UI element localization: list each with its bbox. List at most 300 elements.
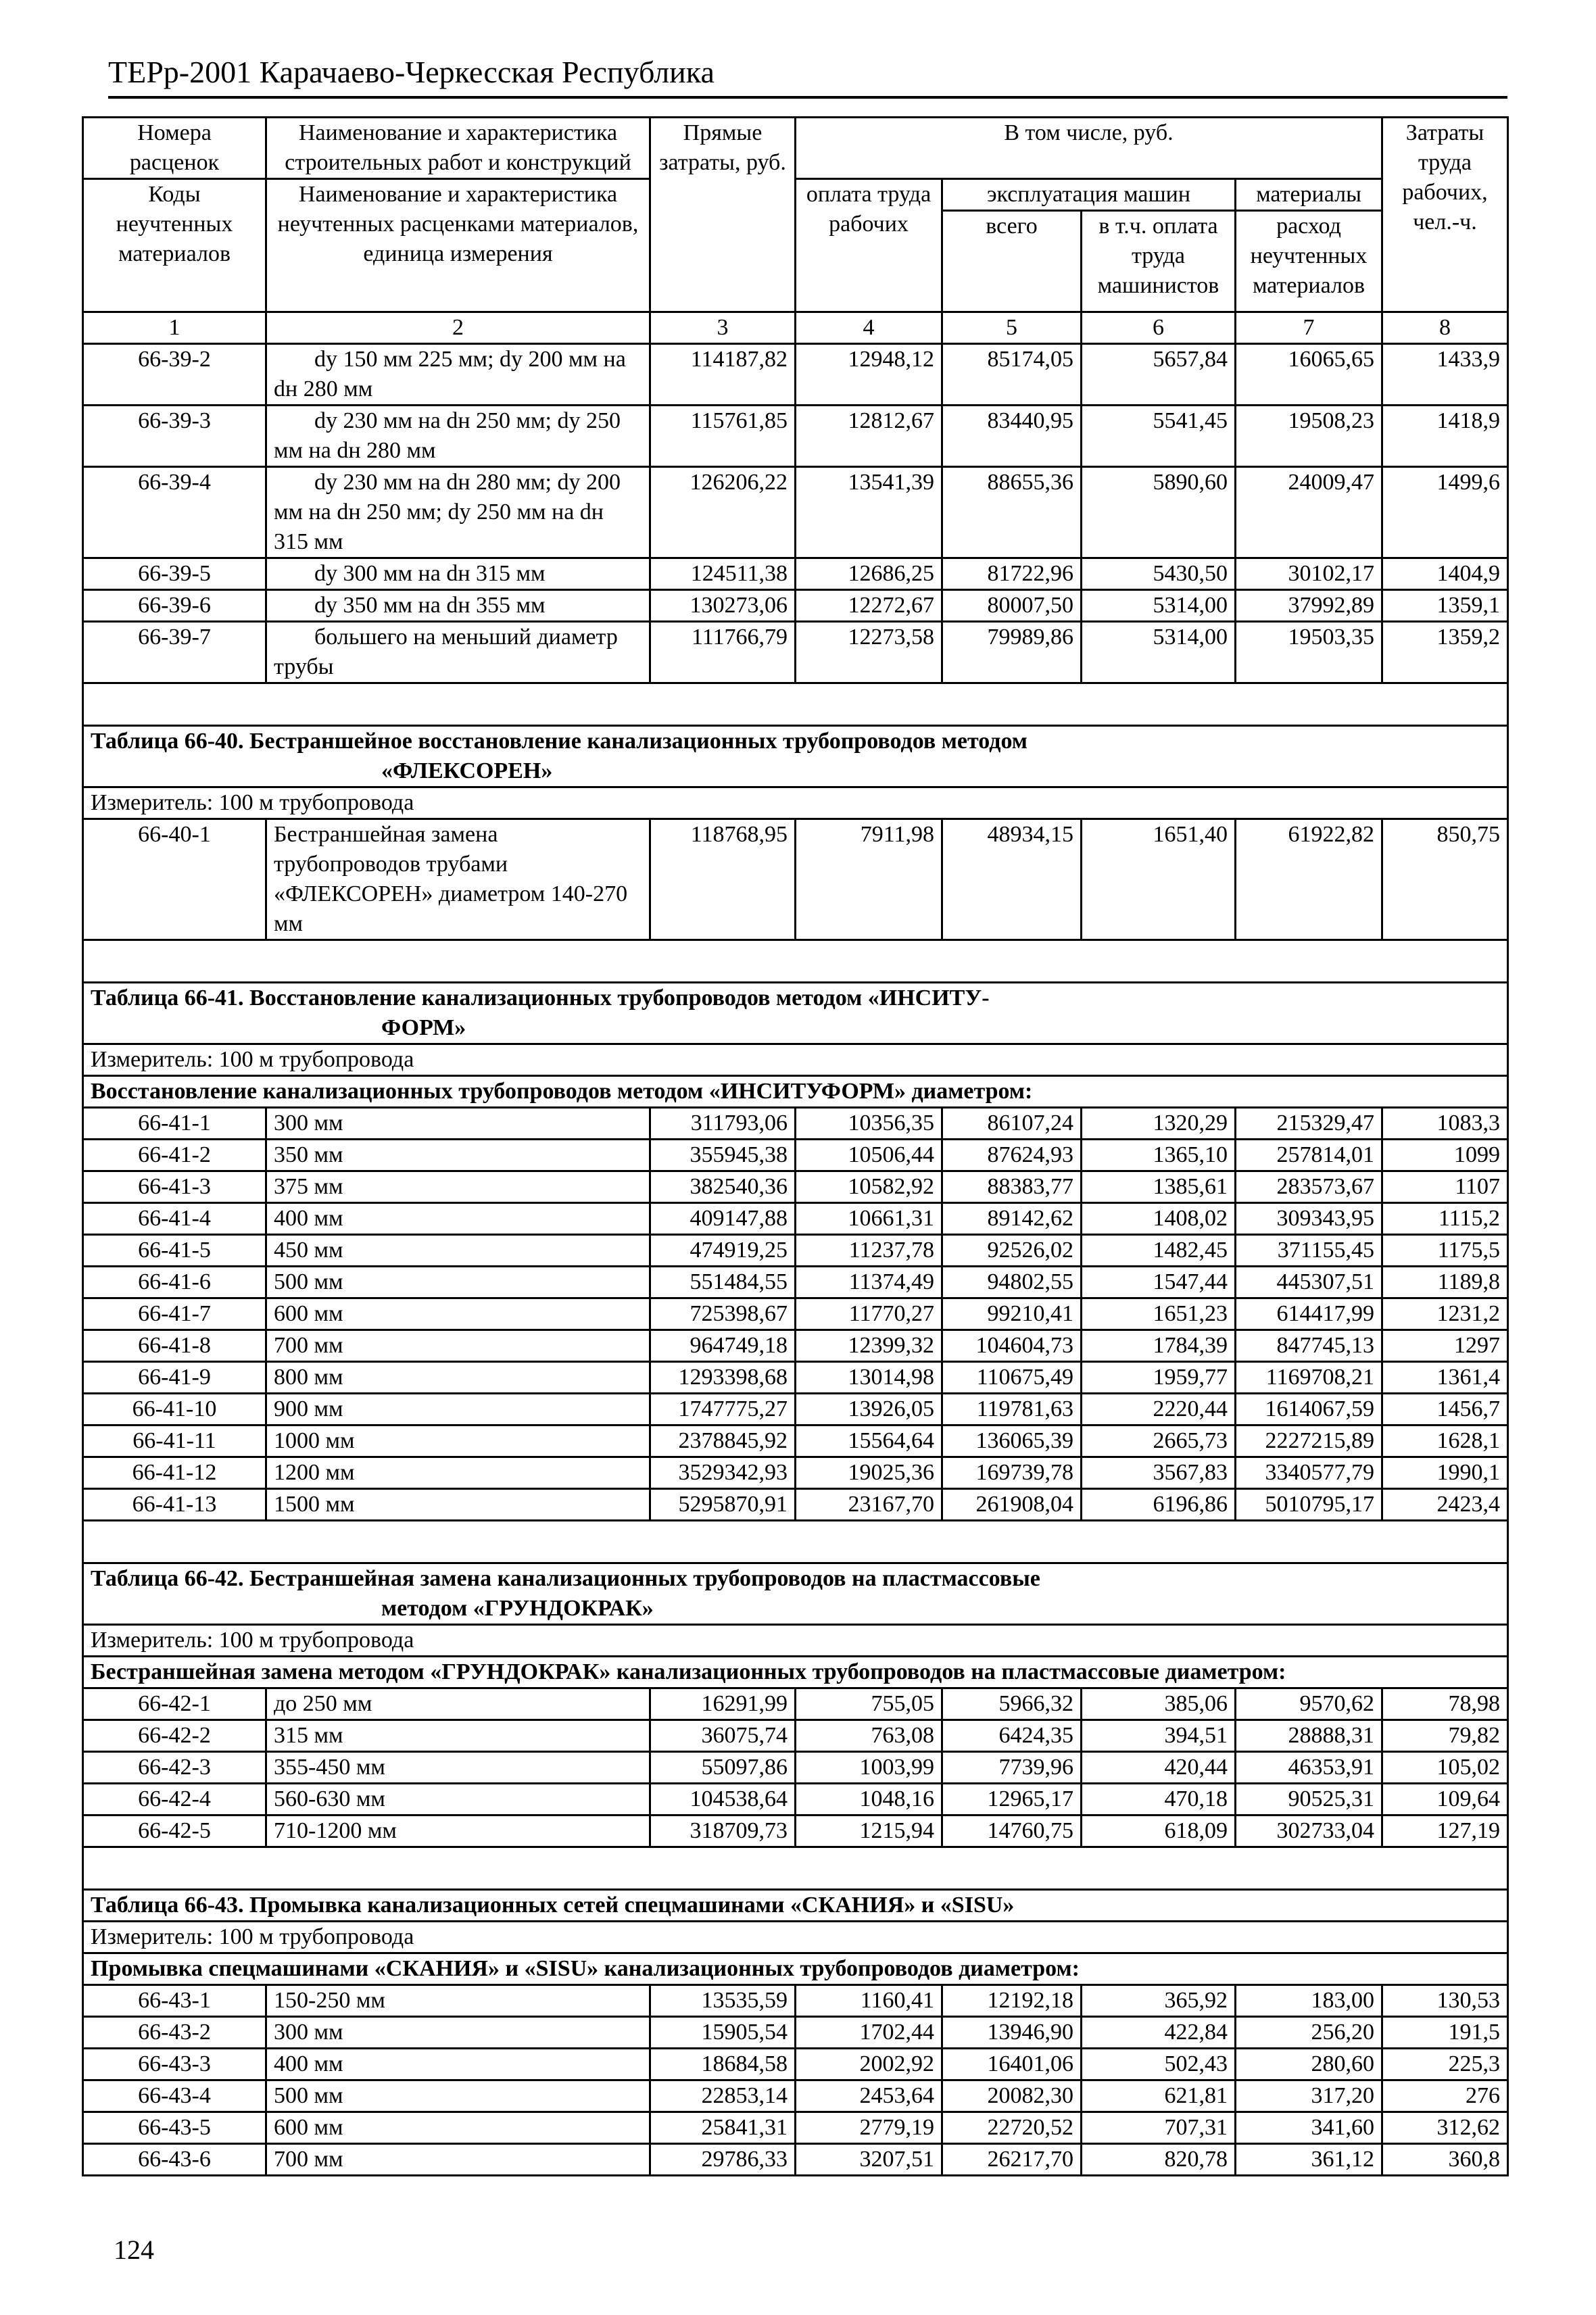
materials-cost: 257814,01 <box>1236 1140 1382 1171</box>
labor-hours: 2423,4 <box>1382 1489 1508 1521</box>
direct-costs: 118768,95 <box>650 819 796 940</box>
machines-total: 22720,52 <box>942 2112 1082 2144</box>
header-work-name: Наименование и характеристика строительных работ и конструкций <box>266 118 650 179</box>
direct-costs: 2378845,92 <box>650 1425 796 1457</box>
labor-hours: 1361,4 <box>1382 1362 1508 1394</box>
table-row <box>83 344 1508 406</box>
header-row-1 <box>83 118 1508 179</box>
machinist-pay: 6196,86 <box>1082 1489 1236 1521</box>
title-line-2: методом «ГРУНДОКРАК» <box>381 1596 654 1621</box>
table-row <box>83 1425 1508 1457</box>
table-66-43-subheading: Промывка спецмашинами «СКАНИЯ» и «SISU» канализационных трубопроводов диаметром: <box>83 1953 1508 1985</box>
section-spacer <box>83 940 1508 983</box>
table-row <box>83 1784 1508 1816</box>
rate-code: 66-41-9 <box>83 1362 266 1394</box>
labor-hours: 360,8 <box>1382 2144 1508 2176</box>
work-description: 700 мм <box>266 1330 650 1362</box>
labor-hours: 1107 <box>1382 1171 1508 1203</box>
machinist-pay: 502,43 <box>1082 2049 1236 2080</box>
labor-hours: 1628,1 <box>1382 1425 1508 1457</box>
rate-code: 66-39-2 <box>83 344 266 406</box>
header-material-name: Наименование и характеристика неучтенных расценками материалов, единица измерения <box>266 179 650 312</box>
worker-pay: 11237,78 <box>796 1235 942 1267</box>
machines-total: 85174,05 <box>942 344 1082 406</box>
machines-total: 87624,93 <box>942 1140 1082 1171</box>
work-description: 450 мм <box>266 1235 650 1267</box>
direct-costs: 551484,55 <box>650 1267 796 1298</box>
header-including: В том числе, руб. <box>796 118 1382 179</box>
machines-total: 92526,02 <box>942 1235 1082 1267</box>
page-number: 124 <box>114 2235 154 2265</box>
work-description: dy 230 мм на dн 280 мм; dy 200 мм на dн 250 мм; dy 250 мм на dн 315 мм <box>266 467 650 558</box>
worker-pay: 11374,49 <box>796 1267 942 1298</box>
direct-costs: 382540,36 <box>650 1171 796 1203</box>
machines-total: 169739,78 <box>942 1457 1082 1489</box>
work-description: 300 мм <box>266 1108 650 1140</box>
header-materials: материалы <box>1236 179 1382 211</box>
rate-code: 66-41-1 <box>83 1108 266 1140</box>
table-66-41-section <box>83 940 1508 1108</box>
direct-costs: 1747775,27 <box>650 1394 796 1425</box>
machinist-pay: 5890,60 <box>1082 467 1236 558</box>
materials-cost: 361,12 <box>1236 2144 1382 2176</box>
materials-cost: 341,60 <box>1236 2112 1382 2144</box>
materials-cost: 19508,23 <box>1236 406 1382 467</box>
table-66-43-meter: Измеритель: 100 м трубопровода <box>83 1922 1508 1953</box>
header-machines-total: всего <box>942 211 1082 312</box>
direct-costs: 104538,64 <box>650 1784 796 1816</box>
table-row <box>83 622 1508 683</box>
header-unaccounted-materials: расход неучтенных материалов <box>1236 211 1382 312</box>
machinist-pay: 385,06 <box>1082 1688 1236 1720</box>
labor-hours: 191,5 <box>1382 2017 1508 2049</box>
worker-pay: 12273,58 <box>796 622 942 683</box>
direct-costs: 114187,82 <box>650 344 796 406</box>
machines-total: 12965,17 <box>942 1784 1082 1816</box>
work-description: 1500 мм <box>266 1489 650 1521</box>
machinist-pay: 1365,10 <box>1082 1140 1236 1171</box>
worker-pay: 1003,99 <box>796 1752 942 1784</box>
table-row <box>83 1394 1508 1425</box>
work-description: 355-450 мм <box>266 1752 650 1784</box>
materials-cost: 614417,99 <box>1236 1298 1382 1330</box>
direct-costs: 130273,06 <box>650 590 796 622</box>
machines-total: 83440,95 <box>942 406 1082 467</box>
table-66-41-body <box>83 1108 1508 1521</box>
work-description: 300 мм <box>266 2017 650 2049</box>
work-description: 800 мм <box>266 1362 650 1394</box>
direct-costs: 126206,22 <box>650 467 796 558</box>
rate-code: 66-43-5 <box>83 2112 266 2144</box>
table-row <box>83 590 1508 622</box>
labor-hours: 1083,3 <box>1382 1108 1508 1140</box>
rate-code: 66-42-5 <box>83 1816 266 1847</box>
rate-code: 66-41-10 <box>83 1394 266 1425</box>
table-66-42-subheading: Бестраншейная замена методом «ГРУНДОКРАК» канализационных трубопроводов на пластмассовые диаметром: <box>83 1657 1508 1688</box>
worker-pay: 3207,51 <box>796 2144 942 2176</box>
labor-hours: 1099 <box>1382 1140 1508 1171</box>
work-description: 600 мм <box>266 1298 650 1330</box>
machines-total: 104604,73 <box>942 1330 1082 1362</box>
worker-pay: 23167,70 <box>796 1489 942 1521</box>
title-line-1: Таблица 66-41. Восстановление канализационных трубопроводов методом «ИНСИТУ- <box>91 985 990 1010</box>
work-description: dy 150 мм 225 мм; dy 200 мм на dн 280 мм <box>266 344 650 406</box>
header-machinist-pay: в т.ч. оплата труда машинистов <box>1082 211 1236 312</box>
table-66-41-meter: Измеритель: 100 м трубопровода <box>83 1044 1508 1076</box>
machines-total: 80007,50 <box>942 590 1082 622</box>
machines-total: 88383,77 <box>942 1171 1082 1203</box>
section-spacer <box>83 1847 1508 1890</box>
worker-pay: 15564,64 <box>796 1425 942 1457</box>
page-header: ТЕРр-2001 Карачаево-Черкесская Республика <box>108 55 715 89</box>
direct-costs: 13535,59 <box>650 1985 796 2017</box>
worker-pay: 13014,98 <box>796 1362 942 1394</box>
machines-total: 110675,49 <box>942 1362 1082 1394</box>
materials-cost: 61922,82 <box>1236 819 1382 940</box>
direct-costs: 22853,14 <box>650 2080 796 2112</box>
work-description: до 250 мм <box>266 1688 650 1720</box>
rate-code: 66-43-1 <box>83 1985 266 2017</box>
machines-total: 12192,18 <box>942 1985 1082 2017</box>
rate-code: 66-41-6 <box>83 1267 266 1298</box>
header-row-2 <box>83 179 1508 211</box>
work-description: 350 мм <box>266 1140 650 1171</box>
direct-costs: 409147,88 <box>650 1203 796 1235</box>
title-line-2: ФОРМ» <box>381 1015 466 1040</box>
materials-cost: 19503,35 <box>1236 622 1382 683</box>
rate-code: 66-41-5 <box>83 1235 266 1267</box>
work-description: 600 мм <box>266 2112 650 2144</box>
rate-code: 66-41-13 <box>83 1489 266 1521</box>
machinist-pay: 422,84 <box>1082 2017 1236 2049</box>
table-66-42-section <box>83 1521 1508 1688</box>
col-number: 6 <box>1082 312 1236 344</box>
machines-total: 20082,30 <box>942 2080 1082 2112</box>
machines-total: 119781,63 <box>942 1394 1082 1425</box>
direct-costs: 15905,54 <box>650 2017 796 2049</box>
materials-cost: 1169708,21 <box>1236 1362 1382 1394</box>
work-description: dy 230 мм на dн 250 мм; dy 250 мм на dн 280 мм <box>266 406 650 467</box>
direct-costs: 55097,86 <box>650 1752 796 1784</box>
table-row <box>83 1816 1508 1847</box>
labor-hours: 78,98 <box>1382 1688 1508 1720</box>
rate-code: 66-41-2 <box>83 1140 266 1171</box>
table-row <box>83 467 1508 558</box>
labor-hours: 1359,1 <box>1382 590 1508 622</box>
work-description: dy 350 мм на dн 355 мм <box>266 590 650 622</box>
worker-pay: 1215,94 <box>796 1816 942 1847</box>
materials-cost: 256,20 <box>1236 2017 1382 2049</box>
title-line-1: Таблица 66-42. Бестраншейная замена канализационных трубопроводов на пластмассовые <box>91 1566 1040 1591</box>
materials-cost: 3340577,79 <box>1236 1457 1382 1489</box>
machines-total: 13946,90 <box>942 2017 1082 2049</box>
direct-costs: 5295870,91 <box>650 1489 796 1521</box>
machinist-pay: 621,81 <box>1082 2080 1236 2112</box>
rate-code: 66-41-12 <box>83 1457 266 1489</box>
materials-cost: 847745,13 <box>1236 1330 1382 1362</box>
header-rule <box>108 96 1507 99</box>
rate-code: 66-43-4 <box>83 2080 266 2112</box>
worker-pay: 10356,35 <box>796 1108 942 1140</box>
table-row <box>83 1298 1508 1330</box>
labor-hours: 1359,2 <box>1382 622 1508 683</box>
worker-pay: 10506,44 <box>796 1140 942 1171</box>
materials-cost: 445307,51 <box>1236 1267 1382 1298</box>
direct-costs: 311793,06 <box>650 1108 796 1140</box>
worker-pay: 1702,44 <box>796 2017 942 2049</box>
machinist-pay: 5430,50 <box>1082 558 1236 590</box>
machinist-pay: 1408,02 <box>1082 1203 1236 1235</box>
rate-code: 66-39-4 <box>83 467 266 558</box>
work-description: 900 мм <box>266 1394 650 1425</box>
work-description: 315 мм <box>266 1720 650 1752</box>
machinist-pay: 1651,40 <box>1082 819 1236 940</box>
materials-cost: 183,00 <box>1236 1985 1382 2017</box>
table-66-39-body <box>83 344 1508 683</box>
materials-cost: 317,20 <box>1236 2080 1382 2112</box>
labor-hours: 1115,2 <box>1382 1203 1508 1235</box>
table-row <box>83 1985 1508 2017</box>
work-description: 700 мм <box>266 2144 650 2176</box>
table-66-43-section <box>83 1847 1508 1985</box>
materials-cost: 46353,91 <box>1236 1752 1382 1784</box>
table-66-41-subheading: Восстановление канализационных трубопроводов методом «ИНСИТУФОРМ» диаметром: <box>83 1076 1508 1108</box>
table-row <box>83 1720 1508 1752</box>
worker-pay: 763,08 <box>796 1720 942 1752</box>
rate-code: 66-42-2 <box>83 1720 266 1752</box>
work-description: 500 мм <box>266 1267 650 1298</box>
table-row <box>83 2080 1508 2112</box>
rate-code: 66-41-11 <box>83 1425 266 1457</box>
machinist-pay: 1385,61 <box>1082 1171 1236 1203</box>
table-row <box>83 1752 1508 1784</box>
labor-hours: 225,3 <box>1382 2049 1508 2080</box>
machinist-pay: 1320,29 <box>1082 1108 1236 1140</box>
table-66-40-title <box>83 726 1508 787</box>
table-66-42-body <box>83 1688 1508 1847</box>
labor-hours: 1189,8 <box>1382 1267 1508 1298</box>
col-number: 3 <box>650 312 796 344</box>
table-66-40-body <box>83 819 1508 940</box>
rate-code: 66-39-6 <box>83 590 266 622</box>
table-row <box>83 1108 1508 1140</box>
work-description: 500 мм <box>266 2080 650 2112</box>
labor-hours: 109,64 <box>1382 1784 1508 1816</box>
machinist-pay: 1482,45 <box>1082 1235 1236 1267</box>
worker-pay: 12686,25 <box>796 558 942 590</box>
rates-table <box>82 116 1509 2176</box>
machinist-pay: 470,18 <box>1082 1784 1236 1816</box>
col-number: 8 <box>1382 312 1508 344</box>
direct-costs: 16291,99 <box>650 1688 796 1720</box>
work-description: dy 300 мм на dн 315 мм <box>266 558 650 590</box>
direct-costs: 111766,79 <box>650 622 796 683</box>
machinist-pay: 1784,39 <box>1082 1330 1236 1362</box>
col-number: 2 <box>266 312 650 344</box>
materials-cost: 302733,04 <box>1236 1816 1382 1847</box>
machines-total: 5966,32 <box>942 1688 1082 1720</box>
machines-total: 86107,24 <box>942 1108 1082 1140</box>
table-row <box>83 558 1508 590</box>
header-labor-hours: Затраты труда рабочих, чел.-ч. <box>1382 118 1508 312</box>
materials-cost: 37992,89 <box>1236 590 1382 622</box>
direct-costs: 115761,85 <box>650 406 796 467</box>
materials-cost: 371155,45 <box>1236 1235 1382 1267</box>
materials-cost: 5010795,17 <box>1236 1489 1382 1521</box>
col-number: 7 <box>1236 312 1382 344</box>
table-row <box>83 406 1508 467</box>
labor-hours: 312,62 <box>1382 2112 1508 2144</box>
section-spacer <box>83 1521 1508 1563</box>
table-66-40-meter: Измеритель: 100 м трубопровода <box>83 787 1508 819</box>
rate-code: 66-42-1 <box>83 1688 266 1720</box>
worker-pay: 2779,19 <box>796 2112 942 2144</box>
rate-code: 66-41-3 <box>83 1171 266 1203</box>
table-row <box>83 2112 1508 2144</box>
table-row <box>83 1140 1508 1171</box>
machines-total: 14760,75 <box>942 1816 1082 1847</box>
machinist-pay: 2665,73 <box>1082 1425 1236 1457</box>
machines-total: 26217,70 <box>942 2144 1082 2176</box>
machinist-pay: 1651,23 <box>1082 1298 1236 1330</box>
work-description: 1000 мм <box>266 1425 650 1457</box>
worker-pay: 13926,05 <box>796 1394 942 1425</box>
worker-pay: 12272,67 <box>796 590 942 622</box>
machinist-pay: 5541,45 <box>1082 406 1236 467</box>
labor-hours: 79,82 <box>1382 1720 1508 1752</box>
table-row <box>83 1457 1508 1489</box>
rate-code: 66-42-4 <box>83 1784 266 1816</box>
worker-pay: 19025,36 <box>796 1457 942 1489</box>
labor-hours: 1433,9 <box>1382 344 1508 406</box>
header-column-numbers <box>83 312 1508 344</box>
direct-costs: 1293398,68 <box>650 1362 796 1394</box>
table-row <box>83 1489 1508 1521</box>
machinist-pay: 820,78 <box>1082 2144 1236 2176</box>
worker-pay: 11770,27 <box>796 1298 942 1330</box>
materials-cost: 90525,31 <box>1236 1784 1382 1816</box>
work-description: 150-250 мм <box>266 1985 650 2017</box>
rate-code: 66-42-3 <box>83 1752 266 1784</box>
direct-costs: 124511,38 <box>650 558 796 590</box>
direct-costs: 29786,33 <box>650 2144 796 2176</box>
table-66-42-meter: Измеритель: 100 м трубопровода <box>83 1625 1508 1657</box>
worker-pay: 755,05 <box>796 1688 942 1720</box>
machinist-pay: 1547,44 <box>1082 1267 1236 1298</box>
rate-code: 66-43-3 <box>83 2049 266 2080</box>
work-description: большего на меньший диаметр трубы <box>266 622 650 683</box>
header-rate-numbers: Номера расценок <box>83 118 266 179</box>
worker-pay: 1160,41 <box>796 1985 942 2017</box>
header-material-codes: Коды неучтенных материалов <box>83 179 266 312</box>
header-direct-costs: Прямые затраты, руб. <box>650 118 796 312</box>
labor-hours: 105,02 <box>1382 1752 1508 1784</box>
direct-costs: 725398,67 <box>650 1298 796 1330</box>
worker-pay: 1048,16 <box>796 1784 942 1816</box>
table-row <box>83 1235 1508 1267</box>
worker-pay: 12399,32 <box>796 1330 942 1362</box>
rate-code: 66-41-7 <box>83 1298 266 1330</box>
direct-costs: 25841,31 <box>650 2112 796 2144</box>
table-row <box>83 1203 1508 1235</box>
machinist-pay: 394,51 <box>1082 1720 1236 1752</box>
machinist-pay: 1959,77 <box>1082 1362 1236 1394</box>
rate-code: 66-39-3 <box>83 406 266 467</box>
labor-hours: 130,53 <box>1382 1985 1508 2017</box>
machines-total: 48934,15 <box>942 819 1082 940</box>
worker-pay: 10582,92 <box>796 1171 942 1203</box>
materials-cost: 30102,17 <box>1236 558 1382 590</box>
rate-code: 66-41-8 <box>83 1330 266 1362</box>
labor-hours: 1499,6 <box>1382 467 1508 558</box>
labor-hours: 1418,9 <box>1382 406 1508 467</box>
materials-cost: 2227215,89 <box>1236 1425 1382 1457</box>
rate-code: 66-39-5 <box>83 558 266 590</box>
rate-code: 66-39-7 <box>83 622 266 683</box>
labor-hours: 127,19 <box>1382 1816 1508 1847</box>
labor-hours: 1456,7 <box>1382 1394 1508 1425</box>
machinist-pay: 707,31 <box>1082 2112 1236 2144</box>
worker-pay: 10661,31 <box>796 1203 942 1235</box>
table-row <box>83 2049 1508 2080</box>
direct-costs: 36075,74 <box>650 1720 796 1752</box>
labor-hours: 850,75 <box>1382 819 1508 940</box>
work-description: 375 мм <box>266 1171 650 1203</box>
work-description: Бестраншейная замена трубопроводов трубами «ФЛЕКСОРЕН» диаметром 140-270 мм <box>266 819 650 940</box>
table-66-43-body <box>83 1985 1508 2176</box>
direct-costs: 355945,38 <box>650 1140 796 1171</box>
machines-total: 89142,62 <box>942 1203 1082 1235</box>
materials-cost: 28888,31 <box>1236 1720 1382 1752</box>
machines-total: 81722,96 <box>942 558 1082 590</box>
materials-cost: 9570,62 <box>1236 1688 1382 1720</box>
machinist-pay: 618,09 <box>1082 1816 1236 1847</box>
machines-total: 261908,04 <box>942 1489 1082 1521</box>
table-66-40-section <box>83 683 1508 819</box>
work-description: 1200 мм <box>266 1457 650 1489</box>
labor-hours: 1231,2 <box>1382 1298 1508 1330</box>
table-66-43-title <box>83 1890 1508 1922</box>
rate-code: 66-40-1 <box>83 819 266 940</box>
table-row <box>83 2144 1508 2176</box>
machinist-pay: 2220,44 <box>1082 1394 1236 1425</box>
machinist-pay: 5314,00 <box>1082 590 1236 622</box>
materials-cost: 215329,47 <box>1236 1108 1382 1140</box>
work-description: 400 мм <box>266 1203 650 1235</box>
machinist-pay: 3567,83 <box>1082 1457 1236 1489</box>
machinist-pay: 5314,00 <box>1082 622 1236 683</box>
title-line-1: Таблица 66-40. Бестраншейное восстановление канализационных трубопроводов методом <box>91 729 1027 754</box>
labor-hours: 1404,9 <box>1382 558 1508 590</box>
rate-code: 66-43-6 <box>83 2144 266 2176</box>
direct-costs: 964749,18 <box>650 1330 796 1362</box>
machinist-pay: 5657,84 <box>1082 344 1236 406</box>
materials-cost: 309343,95 <box>1236 1203 1382 1235</box>
work-description: 560-630 мм <box>266 1784 650 1816</box>
direct-costs: 18684,58 <box>650 2049 796 2080</box>
labor-hours: 1990,1 <box>1382 1457 1508 1489</box>
work-description: 710-1200 мм <box>266 1816 650 1847</box>
table-row <box>83 819 1508 940</box>
materials-cost: 1614067,59 <box>1236 1394 1382 1425</box>
section-spacer <box>83 683 1508 726</box>
table-66-41-title <box>83 983 1508 1044</box>
labor-hours: 1297 <box>1382 1330 1508 1362</box>
worker-pay: 2002,92 <box>796 2049 942 2080</box>
labor-hours: 1175,5 <box>1382 1235 1508 1267</box>
header-worker-pay: оплата труда рабочих <box>796 179 942 312</box>
rate-code: 66-43-2 <box>83 2017 266 2049</box>
